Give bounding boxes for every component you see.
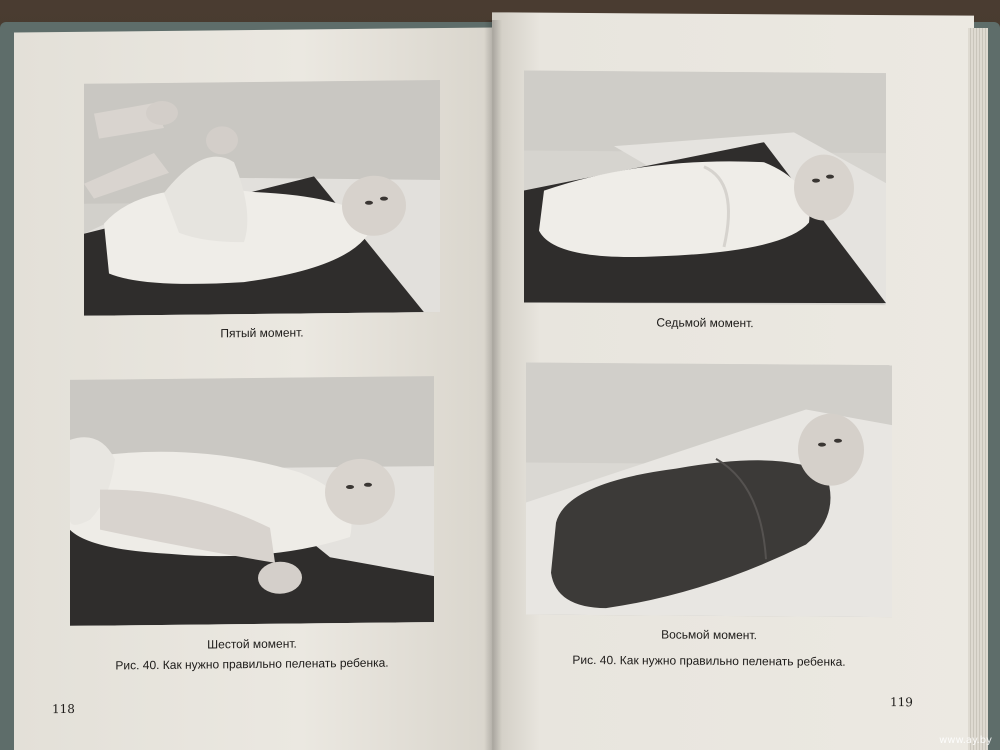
photo-seventh-step	[524, 71, 886, 306]
photo-sixth-step-image	[70, 376, 434, 626]
page-number-left: 118	[52, 701, 75, 717]
photo-eighth-step-image	[526, 363, 892, 618]
watermark: www.ay.by	[939, 735, 992, 746]
photo-sixth-step	[70, 376, 434, 626]
figure-caption-right: Рис. 40. Как нужно правильно пеленать ребенка.	[572, 652, 846, 669]
caption-seventh-step: Седьмой момент.	[656, 315, 754, 331]
page-number-right: 119	[890, 695, 913, 710]
book-gutter	[484, 20, 502, 750]
left-page	[14, 27, 494, 750]
photo-fifth-step	[84, 80, 440, 316]
caption-eighth-step: Восьмой момент.	[661, 627, 757, 643]
right-page	[492, 12, 974, 750]
photo-seventh-step-image	[524, 71, 886, 306]
caption-fifth-step: Пятый момент.	[220, 325, 304, 341]
figure-caption-left: Рис. 40. Как нужно правильно пеленать ребенка.	[115, 655, 389, 673]
caption-sixth-step: Шестой момент.	[207, 636, 297, 652]
photo-eighth-step	[526, 363, 892, 618]
photo-fifth-step-image	[84, 80, 440, 316]
page-edges	[968, 28, 988, 750]
